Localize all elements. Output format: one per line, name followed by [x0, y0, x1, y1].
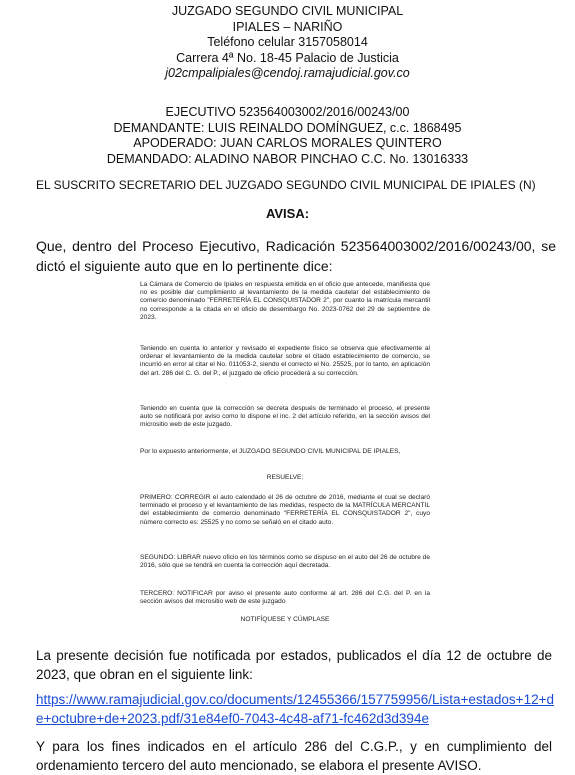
- court-phone: Teléfono celular 3157058014: [207, 35, 368, 49]
- court-address: Carrera 4ª No. 18-45 Palacio de Justicia: [176, 50, 399, 65]
- case-plaintiff: DEMANDANTE: LUIS REINALDO DOMÍNGUEZ, c.c. 1868495: [113, 120, 462, 135]
- auto-paragraph-tercero: TERCERO: NOTIFICAR por aviso el presente auto conforme al art. 286 del C.G. del P. en la sección avisos del micrositio web de este juzgado: [140, 590, 430, 606]
- court-name: JUZGADO SEGUNDO CIVIL MUNICIPAL: [171, 4, 404, 18]
- auto-paragraph-3: Teniendo en cuenta que la corrección se decreta después de terminado el proceso, el presente auto se notificará por aviso como lo dispone el inc. 2 del artículo referido, en la sección avisos del micrositio web de este juzgado.: [140, 405, 430, 429]
- secretary-line: EL SUSCRITO SECRETARIO DEL JUZGADO SEGUNDO CIVIL MUNICIPAL DE IPIALES (N): [36, 178, 536, 192]
- court-city: IPIALES – NARIÑO: [232, 19, 343, 34]
- case-defendant: DEMANDADO: ALADINO NABOR PINCHAO C.C. No. 13016333: [106, 151, 469, 166]
- case-details: [0, 105, 575, 167]
- case-attorney: APODERADO: JUAN CARLOS MORALES QUINTERO: [133, 136, 442, 150]
- case-executive: EJECUTIVO 523564003002/2016/00243/00: [165, 105, 410, 119]
- decision-paragraph: La presente decisión fue notificada por estados, publicados el día 12 de octubre de 2023, que obran en el siguiente link:: [36, 648, 552, 682]
- final-paragraph: Y para los fines indicados en el artículo 286 del C.G.P., y en cumplimiento del ordenamiento tercero del auto mencionado, se elabora el presente AVISO.: [36, 739, 552, 773]
- estados-link[interactable]: https://www.ramajudicial.gov.co/documents/12455366/157759956/Lista+estados+12+de+octubre+de+2023.pdf/31e84ef0-7043-4c48-af71-fc462d3d394e: [36, 692, 554, 726]
- auto-resuelve: RESUELVE:: [266, 474, 304, 481]
- avisa-heading: AVISA:: [265, 206, 310, 221]
- court-email: j02cmpalipiales@cendoj.ramajudicial.gov.co: [165, 66, 410, 80]
- auto-paragraph-4: Por lo expuesto anteriormente, el JUZGADO SEGUNDO CIVIL MUNICIPAL DE IPIALES,: [140, 448, 401, 455]
- auto-paragraph-2: Teniendo en cuenta lo anterior y revisado el expediente físico se observa que efectivamente al ordenar el levantamiento de la medida cautelar sobre el citado establecimiento de comercio, se incurrió en error al citar el No. 011053-2, siendo el correcto el No. 25525, por lo tanto, en aplicación del art. 286 del C. G. del P., el juzgado de oficio procederá a su corrección.: [140, 345, 430, 377]
- auto-paragraph-segundo: SEGUNDO: LIBRAR nuevo oficio en los términos como se dispuso en el auto del 26 de octubre de 2016, sólo que se tendrá en cuenta la corrección aquí decretada.: [140, 554, 430, 570]
- auto-paragraph-primero: PRIMERO: CORREGIR el auto calendado el 26 de octubre de 2016, mediante el cual se declaró terminado el proceso y el levantamiento de las medidas, respecto de la MATRÍCULA MERCANTIL del establecimiento de comercio denominado "FERRETERÍA EL CONSQUISTADOR 2", cuyo número correcto es: 25525 y no como se señaló en el citado auto.: [140, 494, 430, 526]
- auto-paragraph-1: La Cámara de Comercio de Ipiales en respuesta emitida en el oficio que antecede, manifiesta que no es posible dar cumplimiento al levantamiento de la medida cautelar del establecimiento de comercio denominado "FERRETERÍA EL CONSQUISTADOR 2", por cuanto la matrícula mercantil no corresponde a la citada en el oficio de desembargo No. 2023-0762 del 29 de septiembre de 2023.: [140, 281, 430, 321]
- auto-closing: NOTIFÍQUESE Y CÚMPLASE: [240, 616, 330, 623]
- intro-paragraph: Que, dentro del Proceso Ejecutivo, Radicación 523564003002/2016/00243/00, se dictó el siguiente auto que en lo pertinente dice:: [36, 238, 556, 274]
- court-header: [0, 4, 575, 82]
